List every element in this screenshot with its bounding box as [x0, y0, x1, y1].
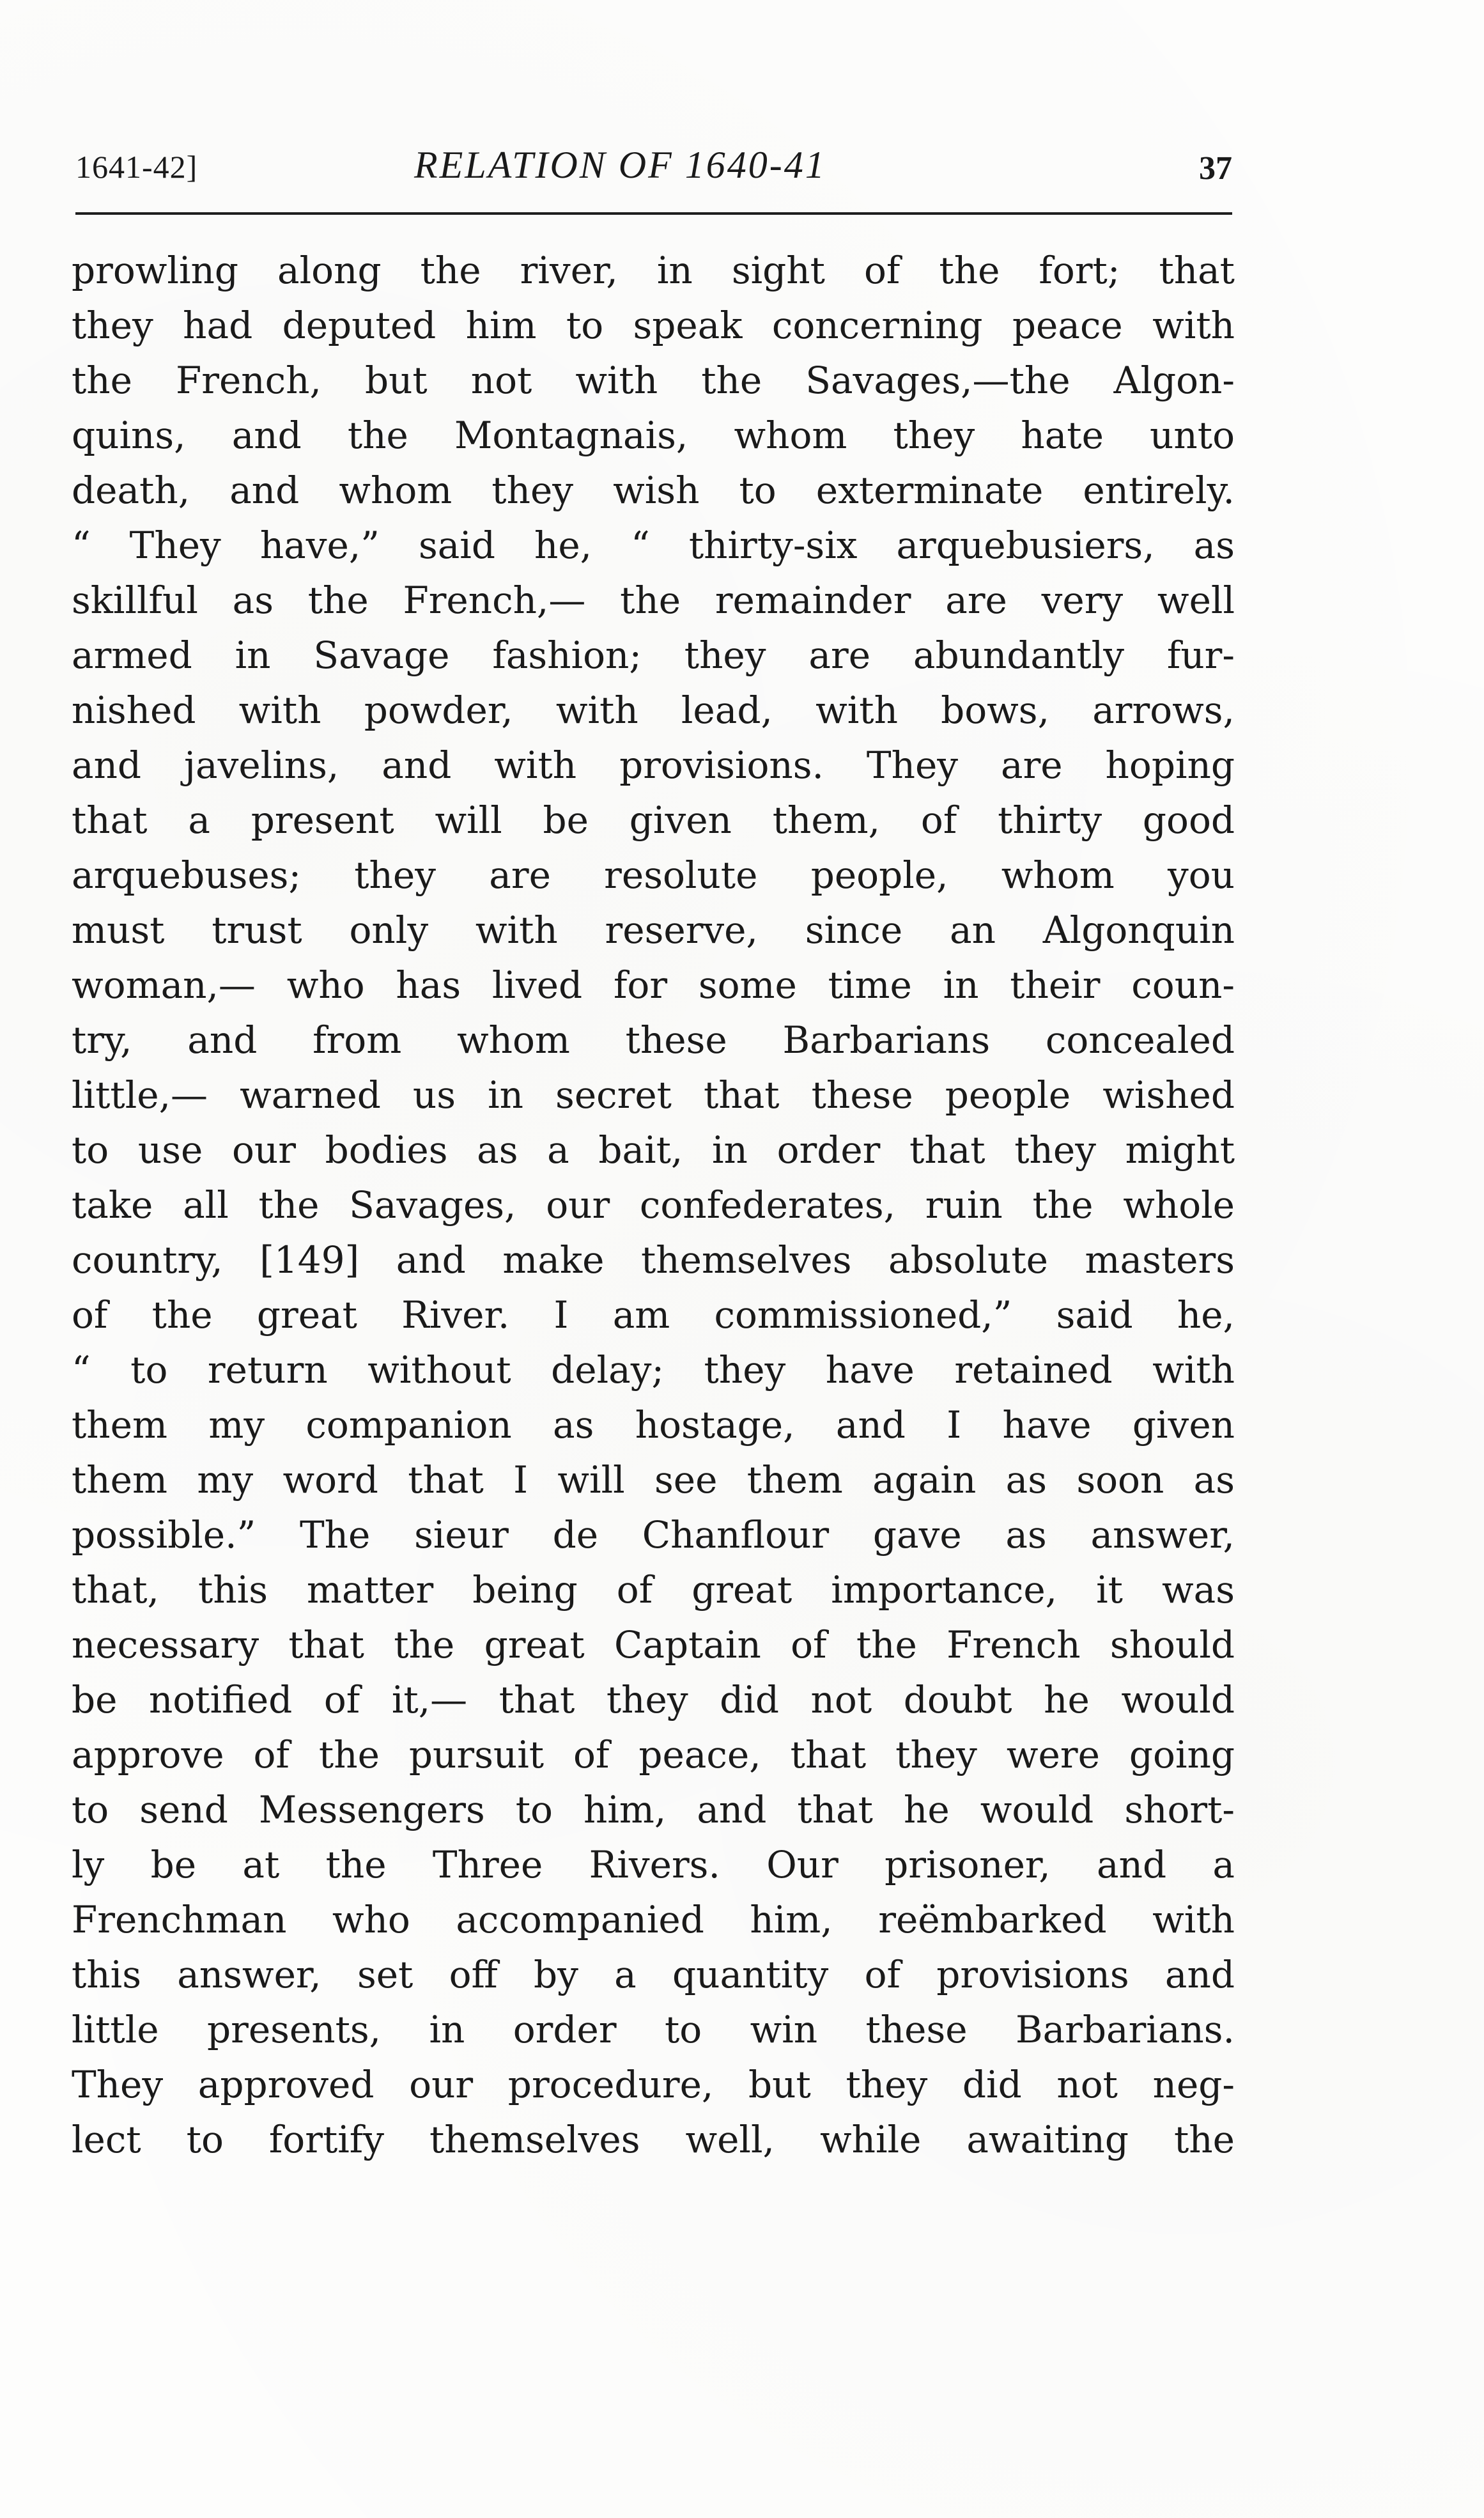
running-header: [75, 141, 1232, 198]
text-line: that, this matter being of great importance, it was: [72, 1568, 1235, 1612]
text-line: possible.” The sieur de Chanflour gave as answer,: [72, 1513, 1235, 1557]
header-year-range: 1641-42]: [75, 149, 198, 185]
text-line: the French, but not with the Savages,—the Algon-: [72, 359, 1235, 402]
text-line: lect to fortify themselves well, while awaiting the: [72, 2118, 1235, 2161]
text-line: country, [149] and make themselves absolute masters: [72, 1238, 1235, 1282]
text-line: they had deputed him to speak concerning peace with: [72, 304, 1235, 347]
text-line: armed in Savage fashion; they are abundantly fur-: [72, 633, 1235, 677]
text-line: this answer, set off by a quantity of provisions and: [72, 1953, 1235, 1996]
body-text: [72, 243, 1235, 2167]
text-line: quins, and the Montagnais, whom they hate unto: [72, 414, 1235, 457]
text-line: Frenchman who accompanied him, reëmbarked with: [72, 1898, 1235, 1941]
text-line: of the great River. I am commissioned,” said he,: [72, 1293, 1235, 1337]
text-line: take all the Savages, our confederates, ruin the whole: [72, 1183, 1235, 1227]
text-line: “ They have,” said he, “ thirty-six arquebusiers, as: [72, 524, 1235, 567]
text-line: and javelins, and with provisions. They are hoping: [72, 743, 1235, 787]
text-line: try, and from whom these Barbarians concealed: [72, 1018, 1235, 1062]
text-line: nished with powder, with lead, with bows, arrows,: [72, 688, 1235, 732]
header-rule: [75, 212, 1232, 215]
text-line: arquebuses; they are resolute people, whom you: [72, 853, 1235, 897]
text-line: little presents, in order to win these Barbarians.: [72, 2008, 1235, 2051]
text-line: “ to return without delay; they have retained with: [72, 1348, 1235, 1392]
text-line: skillful as the French,— the remainder are very well: [72, 579, 1235, 622]
text-line: them my word that I will see them again as soon as: [72, 1458, 1235, 1502]
text-line: They approved our procedure, but they did not neg-: [72, 2063, 1235, 2106]
text-line: prowling along the river, in sight of the fort; that: [72, 249, 1235, 292]
text-line: woman,— who has lived for some time in their coun-: [72, 963, 1235, 1007]
text-line: that a present will be given them, of thirty good: [72, 798, 1235, 842]
text-line: little,— warned us in secret that these people wished: [72, 1073, 1235, 1117]
text-line: death, and whom they wish to exterminate entirely.: [72, 469, 1235, 512]
text-line: be notified of it,— that they did not doubt he would: [72, 1678, 1235, 1721]
text-line: to use our bodies as a bait, in order that they might: [72, 1128, 1235, 1172]
text-line: to send Messengers to him, and that he would short-: [72, 1788, 1235, 1831]
text-line: them my companion as hostage, and I have given: [72, 1403, 1235, 1447]
text-line: must trust only with reserve, since an Algonquin: [72, 908, 1235, 952]
header-title: RELATION OF 1640-41: [414, 144, 826, 186]
text-line: approve of the pursuit of peace, that they were going: [72, 1733, 1235, 1776]
page-number: 37: [1199, 150, 1232, 187]
text-line: ly be at the Three Rivers. Our prisoner, and a: [72, 1843, 1235, 1886]
text-line: necessary that the great Captain of the French should: [72, 1623, 1235, 1667]
